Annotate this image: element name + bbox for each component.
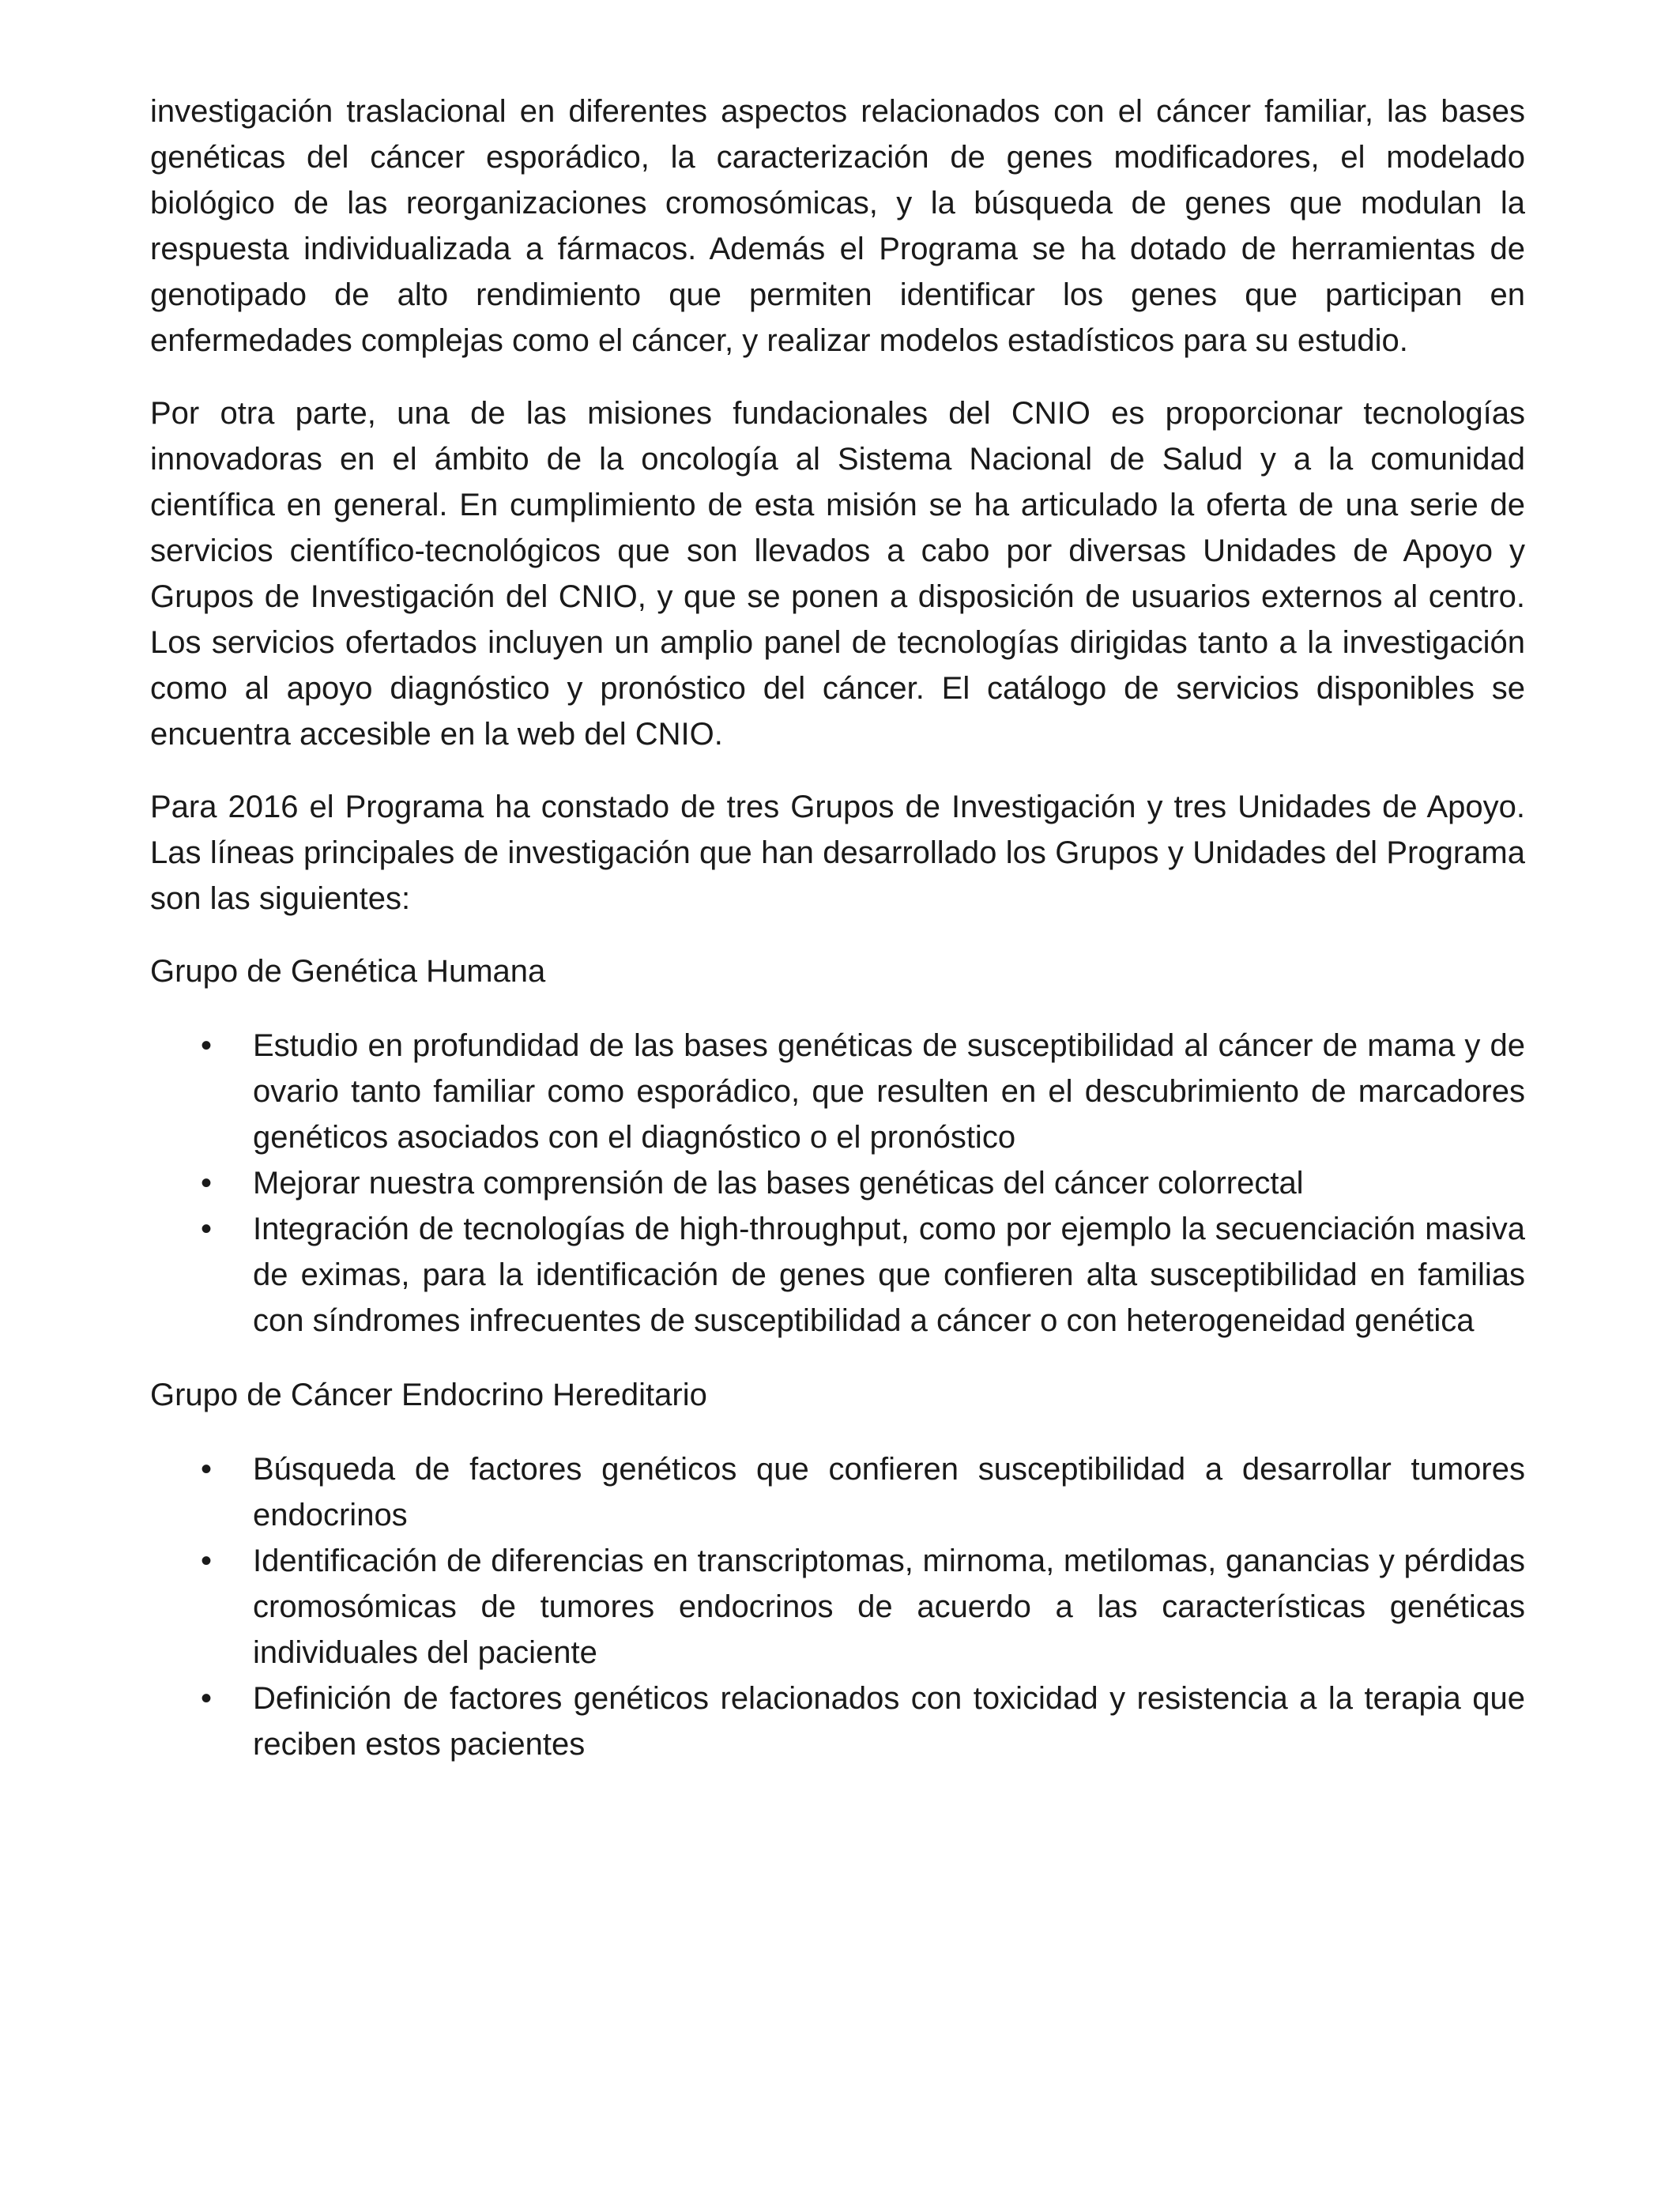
list-item [150,1446,1525,1538]
list-item-text: Definición de factores genéticos relacionados con toxicidad y resistencia a la terapia que reciben estos pacientes [253,1681,1525,1762]
list-item-text: Búsqueda de factores genéticos que confieren susceptibilidad a desarrollar tumores endocrinos [253,1452,1525,1532]
list-item [150,1023,1525,1160]
group-heading-genetica-humana: Grupo de Genética Humana [150,954,546,989]
bullet-icon: • [201,1681,213,1716]
bullet-icon: • [201,1212,213,1246]
group-heading-cancer-endocrino: Grupo de Cáncer Endocrino Hereditario [150,1378,707,1412]
list-item-text: Identificación de diferencias en transcriptomas, mirnoma, metilomas, ganancias y pérdidas cromosómicas de tumores endocrinos de acuerdo a las características genéticas individuales del paciente [253,1544,1525,1670]
list-item-text: Integración de tecnologías de high-throughput, como por ejemplo la secuenciación masiva de eximas, para la identificación de genes que confieren alta susceptibilidad en familias con síndromes infrecuentes de susceptibilidad a cáncer o con heterogeneidad genética [253,1212,1525,1338]
list-item-text: Estudio en profundidad de las bases genéticas de susceptibilidad al cáncer de mama y de ovario tanto familiar como esporádico, que resulten en el descubrimiento de marcadores genéticos asociados con el diagnóstico o el pronóstico [253,1028,1525,1155]
body-paragraph: Por otra parte, una de las misiones fundacionales del CNIO es proporcionar tecnologías innovadoras en el ámbito de la oncología al Sistema Nacional de Salud y a la comunidad científica en general. En cumplimiento de esta misión se ha articulado la oferta de una serie de servicios científico-tecnológicos que son llevados a cabo por diversas Unidades de Apoyo y Grupos de Investigación del CNIO, y que se ponen a disposición de usuarios externos al centro. Los servicios ofertados incluyen un amplio panel de tecnologías dirigidas tanto a la investigación como al apoyo diagnóstico y pronóstico del cáncer. El catálogo de servicios disponibles se encuentra accesible en la web del CNIO. [150,396,1525,752]
list-item [150,1538,1525,1676]
bullet-icon: • [201,1166,213,1201]
list-item [150,1160,1525,1206]
body-paragraph: Para 2016 el Programa ha constado de tres Grupos de Investigación y tres Unidades de Apoyo. Las líneas principales de investigación que han desarrollado los Grupos y Unidades del Programa son las siguientes: [150,790,1525,916]
list-item [150,1206,1525,1344]
list-item [150,1676,1525,1767]
document-page [150,89,1525,1796]
bullet-list-cancer-endocrino [150,1446,1525,1767]
bullet-icon: • [201,1452,213,1487]
body-paragraph: investigación traslacional en diferentes aspectos relacionados con el cáncer familiar, las bases genéticas del cáncer esporádico, la caracterización de genes modificadores, el modelado biológico de las reorganizaciones cromosómicas, y la búsqueda de genes que modulan la respuesta individualizada a fármacos. Además el Programa se ha dotado de herramientas de genotipado de alto rendimiento que permiten identificar los genes que participan en enfermedades complejas como el cáncer, y realizar modelos estadísticos para su estudio. [150,94,1525,358]
bullet-list-genetica-humana [150,1023,1525,1344]
list-item-text: Mejorar nuestra comprensión de las bases genéticas del cáncer colorrectal [253,1166,1304,1201]
bullet-icon: • [201,1544,213,1578]
bullet-icon: • [201,1028,213,1063]
